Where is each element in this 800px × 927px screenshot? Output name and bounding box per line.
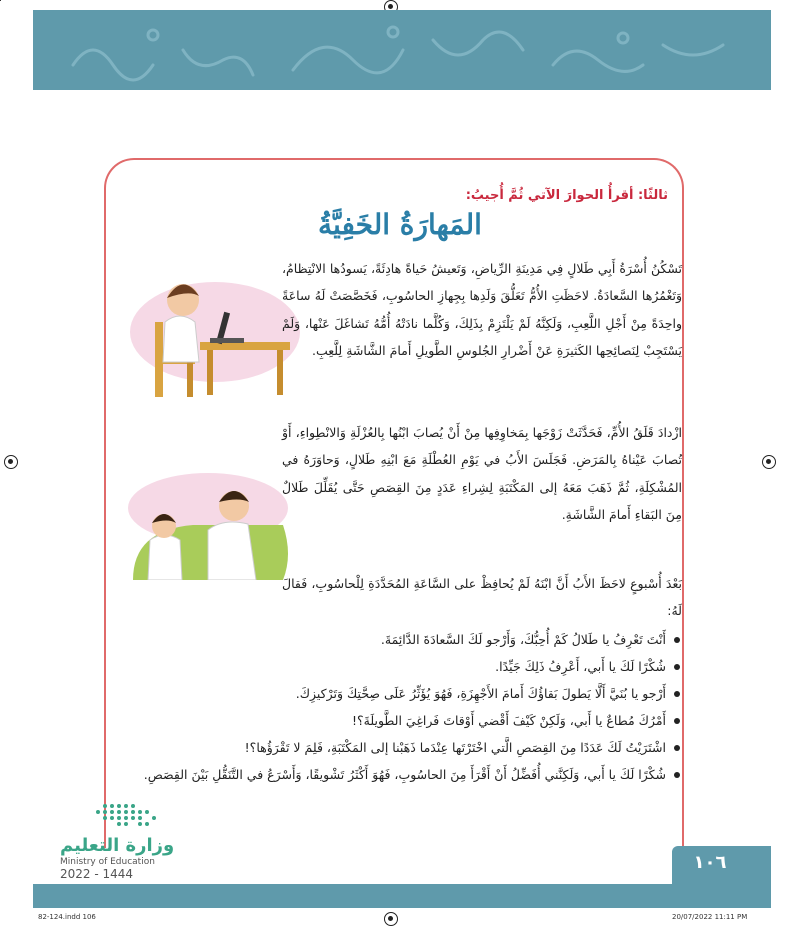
crop-mark — [0, 0, 1, 1]
bullet-icon — [674, 637, 680, 643]
dialogue-text: أَرْجو يا بُنَيَّ أَلَّا يَطولَ بَقاؤُكَ أَمامَ الأَجْهِزَةِ، فَهُوَ يُؤَثِّرُ عَلَى صِحَّتِكَ وَتَرْكيزِكَ. — [295, 686, 666, 701]
registration-mark-right — [762, 455, 776, 469]
bullet-icon — [674, 745, 680, 751]
dialogue-text: اشْتَرَيْتُ لَكَ عَدَدًا مِنَ القِصَصِ الَّتي اخْتَرْتَها عِنْدَما ذَهَبْنا إلى المَكْتَبَةِ، فَلِمَ لا تَقْرَؤُها؟! — [244, 740, 666, 755]
registration-mark-bottom — [384, 912, 398, 926]
dialogue-line — [122, 680, 682, 707]
story-paragraph-2: ازْدادَ قَلَقُ الأُمِّ، فَحَدَّثَتْ زَوْجَها بِمَخاوِفِها مِنْ أَنْ يُصابَ ابْنُها بِالعُزْلَةِ وَالانْطِواءِ، أَوْ تُصابَ عَيْناهُ بِالمَرَضِ. فَجَلَسَ الأَبُ في يَوْمِ العُطْلَةِ مَعَ ابْنِهِ طَلالٍ، وَحاوَرَهُ في المُشْكِلَةِ، ثُمَّ ذَهَبَ مَعَهُ إلى المَكْتَبَةِ لِشِراءِ عَدَدٍ مِنَ القِصَصِ حَتَّى يُقَلِّلَ طَلالٌ مِنَ البَقاءِ أَمامَ الشَّاشَةِ. — [282, 425, 682, 523]
registration-mark-left — [4, 455, 18, 469]
story-title: المَهارَةُ الخَفِيَّةُ — [318, 208, 482, 241]
dialogue-line — [122, 653, 682, 680]
story-paragraph-3: بَعْدَ أُسْبوعٍ لاحَظَ الأَبُ أَنَّ ابْنَهُ لَمْ يُحافِظْ على السَّاعَةِ المُحَدَّدَةِ لِلْحاسُوبِ، فَقالَ لَهُ: — [282, 576, 682, 619]
print-slug-date: 20/07/2022 11:11 PM — [672, 913, 748, 921]
edition-year: 2022 - 1444 — [60, 867, 134, 881]
calligraphy-pattern — [33, 10, 771, 90]
dialogue-line — [122, 626, 682, 653]
bullet-icon — [674, 691, 680, 697]
bullet-icon — [674, 718, 680, 724]
footer-band — [33, 884, 771, 908]
dialogue-line — [122, 761, 682, 788]
father-son-illustration — [128, 468, 293, 580]
page-number: ١٠٦ — [693, 852, 727, 873]
dialogue-text: شُكْرًا لَكَ يا أَبي، وَلَكِنَّني أُفَضِّلُ أَنْ أَقْرَأَ مِنَ الحاسُوبِ، فَهُوَ أَكْثَرُ تَشْويقًا، وَأَسْرَعُ في التَّنَقُّلِ بَيْنَ القِصَصِ. — [143, 767, 666, 782]
dialogue-text: أَنْتَ تَعْرِفُ يا طَلالُ كَمْ أُحِبُّكَ، وَأَرْجو لَكَ السَّعادَةَ الدَّائِمَةَ. — [380, 632, 666, 647]
dialogue-line — [122, 707, 682, 734]
ministry-logo-icon — [60, 800, 170, 834]
bullet-icon — [674, 772, 680, 778]
print-slug-file: 82-124.indd 106 — [38, 913, 96, 921]
section-label: ثالثًا: أقرأُ الحوارَ الآتي ثُمَّ أُجيبُ: — [465, 188, 668, 203]
dialogue-line — [122, 734, 682, 761]
dialogue-text: أَمْرُكَ مُطاعٌ يا أَبي، وَلَكِنْ كَيْفَ أَقْضي أَوْقاتَ فَراغِيَ الطَّويلَةَ؟! — [352, 713, 666, 728]
boy-laptop-illustration — [125, 262, 300, 402]
dialogue-text: شُكْرًا لَكَ يا أَبي، أَعْرِفُ ذَلِكَ جَيِّدًا. — [495, 659, 666, 674]
ministry-name-en: Ministry of Education — [60, 857, 155, 867]
bullet-icon — [674, 664, 680, 670]
header-band — [33, 10, 771, 90]
ministry-name-ar: وزارة التعليم — [60, 835, 175, 856]
story-paragraph-1: تَسْكُنُ أُسْرَةُ أَبِي طَلالٍ فِي مَدِينَةِ الرِّياضِ، وَتَعيشُ حَياةً هادِئَةً، يَسودُها الانْتِظامُ، وَتَغْمُرُها السَّعادَةُ. لاحَظَتِ الأُمُّ تَعَلُّقَ وَلَدِها بِجِهازِ الحاسُوبِ، فَخَصَّصَتْ لَهُ ساعَةً واحِدَةً مِنْ أَجْلِ اللَّعِبِ، وَلَكِنَّهُ لَمْ يَلْتَزِمْ بِذَلِكَ، وَكُلَّما نادَتْهُ أُمُّهُ تَشاغَلَ عَنْها، وَلَمْ يَسْتَجِبْ لِنَصائِحِها الكَثيرَةِ عَنْ أَضْرارِ الجُلوسِ الطَّويلِ أَمامَ الشَّاشَةِ لِلَّعِبِ. — [282, 261, 682, 359]
dialogue-list — [122, 626, 682, 788]
